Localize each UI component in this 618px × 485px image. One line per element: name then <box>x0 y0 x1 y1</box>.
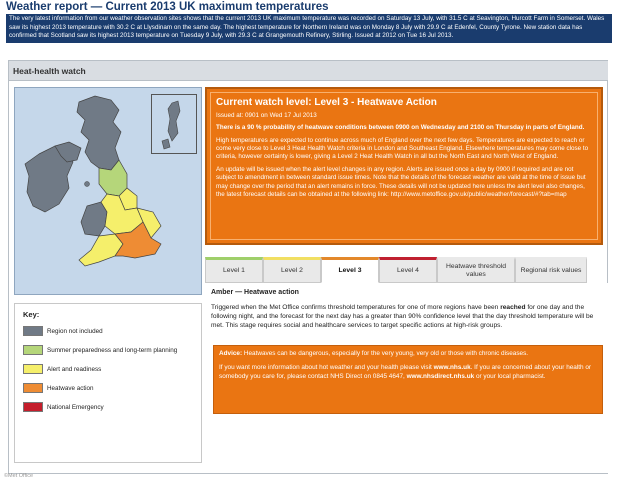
intro-text: The very latest information from our weather observation sites shows that the current 2013 UK maximum temperature was recorded on Saturday 13 July, with 31.5 C at Seavington, Hurcott Farm in Somerset. Wales saw its highest 2013 temperature with 30.2 C at Llysdinam on the same day. The highest temperature for Northern Ireland was on Monday 8 July with 29.9 C at Edenfel, County Tyrone. New station data has confirmed that Scotland saw its highest 2013 temperature on Tuesday 9 July, with 29.3 C at Grangemouth Refinery, Stirling. Issued at 2012 on Tue 16 Jul 2013. <box>6 14 612 43</box>
heat-health-tab-label: Heat-health watch <box>13 66 86 76</box>
advice-paragraph-2 <box>219 364 597 381</box>
content-text-b: for one day and the following night, and the forecast for the next day has a greater than 90% confidence level that the day threshold temperature will be met. This stage requires social and healthcare services to target specific actions at high-risk groups. <box>211 304 594 329</box>
current-watch-box <box>205 87 603 245</box>
key-item <box>23 383 94 395</box>
south-west-region <box>79 234 123 266</box>
tab-level-2[interactable]: Level 2 <box>263 257 321 283</box>
map-key <box>14 303 202 463</box>
key-label: Heatwave action <box>47 385 94 392</box>
key-title: Key: <box>23 310 40 319</box>
tab-heatwave-threshold-values[interactable]: Heatwave threshold values <box>437 257 515 283</box>
watch-paragraph-1: High temperatures are expected to continue across much of England over the next few days. Temperatures are expected to reach or come very close to Level 3 Heat Health Watch criteria in London and Southeast England. Elsewhere temperatures may come close to criteria, however certainty is lower, giving a Level 2 Heat Health Watch in all but the North East and North West of England. <box>216 137 589 161</box>
current-watch-inner <box>210 92 598 240</box>
content-text-a: Triggered when the Met Office confirms threshold temperatures for one of more regions have been <box>211 304 501 311</box>
key-swatch <box>23 326 43 336</box>
advice-label: Advice: <box>219 350 243 357</box>
tab-level-3[interactable]: Level 3 <box>321 257 379 283</box>
shetland-graphic <box>152 95 196 153</box>
key-label: National Emergency <box>47 404 104 411</box>
tab-level-4[interactable]: Level 4 <box>379 257 437 283</box>
tab-content-level-3 <box>205 283 609 473</box>
uk-map[interactable] <box>14 87 202 295</box>
content-title: Amber — Heatwave action <box>211 289 299 296</box>
key-item <box>23 345 177 357</box>
tab-regional-risk-values[interactable]: Regional risk values <box>515 257 587 283</box>
watch-title: Current watch level: Level 3 - Heatwave Action <box>216 97 437 108</box>
scotland-region <box>77 96 121 170</box>
content-text <box>211 303 607 330</box>
key-swatch <box>23 383 43 393</box>
key-label: Alert and readiness <box>47 366 102 373</box>
key-swatch <box>23 345 43 355</box>
level-tabs <box>205 257 609 284</box>
watch-issued: Issued at: 0901 on Wed 17 Jul 2013 <box>216 112 317 119</box>
advice-box <box>213 345 603 414</box>
tab-level-1[interactable]: Level 1 <box>205 257 263 283</box>
key-swatch <box>23 402 43 412</box>
nhs-link[interactable]: www.nhs.uk <box>433 364 471 372</box>
shetland-inset <box>151 94 197 154</box>
content-text-bold: reached <box>500 304 526 311</box>
copyright-text: ©Met Office <box>4 473 34 479</box>
key-label: Region not included <box>47 328 103 335</box>
nhsdirect-link[interactable]: www.nhsdirect.nhs.uk <box>406 372 475 380</box>
wales-region <box>81 202 107 236</box>
advice2-text-c: or your local pharmacist. <box>474 372 546 380</box>
page-title: Weather report — Current 2013 UK maximum temperatures <box>6 1 329 13</box>
heat-health-panel <box>8 60 608 474</box>
advice2-text-a: If you want more information about hot weather and your health please visit <box>219 364 434 372</box>
advice2-text-b: . If you are concerned about your health or somebody you care for, please contact NHS Direct on 0845 4647, <box>219 364 592 380</box>
advice-paragraph-1 <box>219 350 597 358</box>
key-swatch <box>23 364 43 374</box>
key-item <box>23 402 104 414</box>
watch-probability: There is a 90 % probability of heatwave conditions between 0900 on Wednesday and 2100 on Thursday in parts of England. <box>216 124 585 131</box>
isle-of-man <box>85 182 90 187</box>
watch-paragraph-2: An update will be issued when the alert level changes in any region. Alerts are issued once a day by 0900 if required and are not subject to amendment in between standard issue times. Note that the details of the forecast weather are valid at the time of issue but may change over the period that an alert remains in force. These details will not be updated here unless the alert level also changes, the latest forecast details can be obtained at the following link: http://www.metoffice.gov.uk/public/weather/forecast/#?tab=map <box>216 166 586 198</box>
advice-text: Heatwaves can be dangerous, especially for the very young, very old or those with chronic diseases. <box>242 350 529 357</box>
key-item <box>23 326 103 338</box>
key-label: Summer preparedness and long-term planning <box>47 347 178 354</box>
key-item <box>23 364 101 376</box>
heat-health-tab[interactable] <box>9 61 608 81</box>
